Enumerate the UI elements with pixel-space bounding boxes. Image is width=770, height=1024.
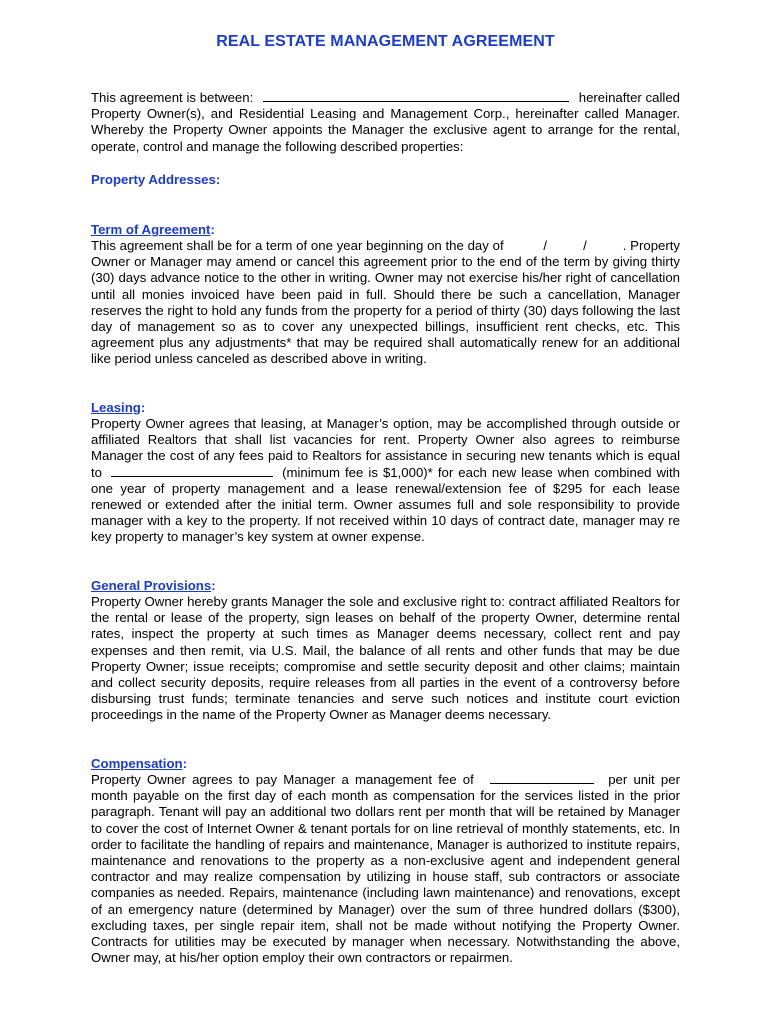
leasing-heading: Leasing [91, 400, 141, 415]
term-heading: Term of Agreement [91, 222, 211, 237]
intro-text-rest: hereinafter called Property Owner(s), and Residential Leasing and Management Corp., hereinafter called Manager. Whereby the Property Owner appoints the Manager the exclusive agent to arrange for the rental, operate, control and manage the following described properties: [91, 90, 680, 154]
compensation-heading-colon: : [182, 756, 187, 771]
compensation-text-rest: per unit per month payable on the first day of each month as compensation for the services listed in the prior paragraph. Tenant will pay an additional two dollars rent per month that will be retained by Manager to cover the cost of Internet Owner & tenant portals for on line retrieval of monthly statements, etc. In order to facilitate the handling of repairs and maintenance, Manager is authorized to institute repairs, maintenance and renovations to the property as a non-exclusive agent and independent general contractor and may realize compensation by utilizing in house staff, sub contractors or associate companies as needed. Repairs, maintenance (including lawn maintenance) and renovations, except of an emergency nature (determined by Manager) over the sum of three hundred dollars ($300), excluding taxes, per single repair item, shall not be made without notifying the Property Owner. Contracts for utilities may be executed by manager when necessary. Notwithstanding the above, Owner may, at his/her option employ their own contractors or repairmen. [91, 772, 680, 966]
term-heading-colon: : [210, 222, 215, 237]
intro-text-start: This agreement is between: [91, 90, 254, 105]
leasing-fee-blank[interactable] [111, 465, 273, 477]
general-paragraph: Property Owner hereby grants Manager the sole and exclusive right to: contract affiliated Realtors for the rental or lease of the property, sign leases on behalf of the property Owner, determine rental rates, inspect the property at such times as Manager deems necessary, collect rent and pay expenses and then remit, via U.S. Mail, the balance of all rents and other funds that may be due Property Owner; issue receipts; compromise and settle security deposit and other claims; maintain and collect security deposits, require releases from all parties in the event of a controversy before disbursing trust funds; terminate tenancies and serve such notices and institute court eviction proceedings in the name of the Property Owner as Manager deems necessary. [91, 594, 680, 723]
term-text-rest: Property Owner or Manager may amend or cancel this agreement prior to the end of the term by giving thirty (30) days advance notice to the other in writing. Owner may not exercise his/her right of cancellation until all monies invoiced have been paid in full. Should there be such a cancellation, Manager reserves the right to hold any funds from the property for a period of thirty (30) days following the last day of management so as to cover any unexpected billings, insufficient rent checks, etc. This agreement plus any adjustments* that may be required shall automatically renew for an additional like period unless canceled as described above in writing. [91, 238, 681, 367]
general-heading: General Provisions [91, 578, 212, 593]
property-addresses-heading: Property Addresses: [91, 172, 221, 187]
compensation-heading: Compensation [91, 756, 183, 771]
term-heading-line [91, 222, 680, 238]
leasing-heading-colon: : [140, 400, 146, 415]
general-heading-colon: : [211, 578, 216, 593]
compensation-text-start: Property Owner agrees to pay Manager a management fee of [91, 772, 474, 787]
term-text-start: This agreement shall be for a term of one year beginning on the day of [91, 238, 504, 253]
leasing-text-start: Property Owner agrees that leasing, at Manager’s option, may be accomplished through outside or affiliated Realtors that shall list vacancies for rent. Property Owner also agrees to reimburse Manager the cost of any fees paid to Realtors for assistance in securing new tenants which is equal to [91, 416, 680, 480]
leasing-heading-line [91, 400, 680, 416]
date-slash-1: / [543, 238, 548, 253]
compensation-paragraph [91, 772, 680, 966]
term-paragraph: This agreement shall be for a term of one year beginning on the day of / / . Property Owner or Manager may amend or cancel this agreement prior to the end of the term by giving thirty (30) days advance notice to the other in writing. Owner may not exercise his/her right of cancellation until all monies invoiced have been paid in full. Should there be such a cancellation, Manager reserves the right to hold any funds from the property for a period of thirty (30) days following the last day of management so as to cover any unexpected billings, insufficient rent checks, etc. This agreement plus any adjustments* that may be required shall automatically renew for an additional like period unless canceled as described above in writing. [91, 238, 681, 367]
compensation-heading-line [91, 756, 680, 772]
owner-name-blank[interactable] [263, 90, 569, 102]
leasing-paragraph [91, 416, 680, 546]
document-title: REAL ESTATE MANAGEMENT AGREEMENT [216, 33, 555, 50]
general-heading-line [91, 578, 680, 594]
intro-paragraph [91, 90, 680, 155]
management-fee-blank[interactable] [490, 772, 594, 784]
leasing-text-rest: (minimum fee is $1,000)* for each new lease when combined with one year of property management and a lease renewal/extension fee of $295 for each lease renewed or extended after the initial term. Owner assumes full and sole responsibility to provide manager with a key to the property. If not received within 10 days of contract date, manager may re key property to manager’s key system at owner expense. [91, 464, 680, 545]
date-slash-2: / [583, 238, 587, 253]
